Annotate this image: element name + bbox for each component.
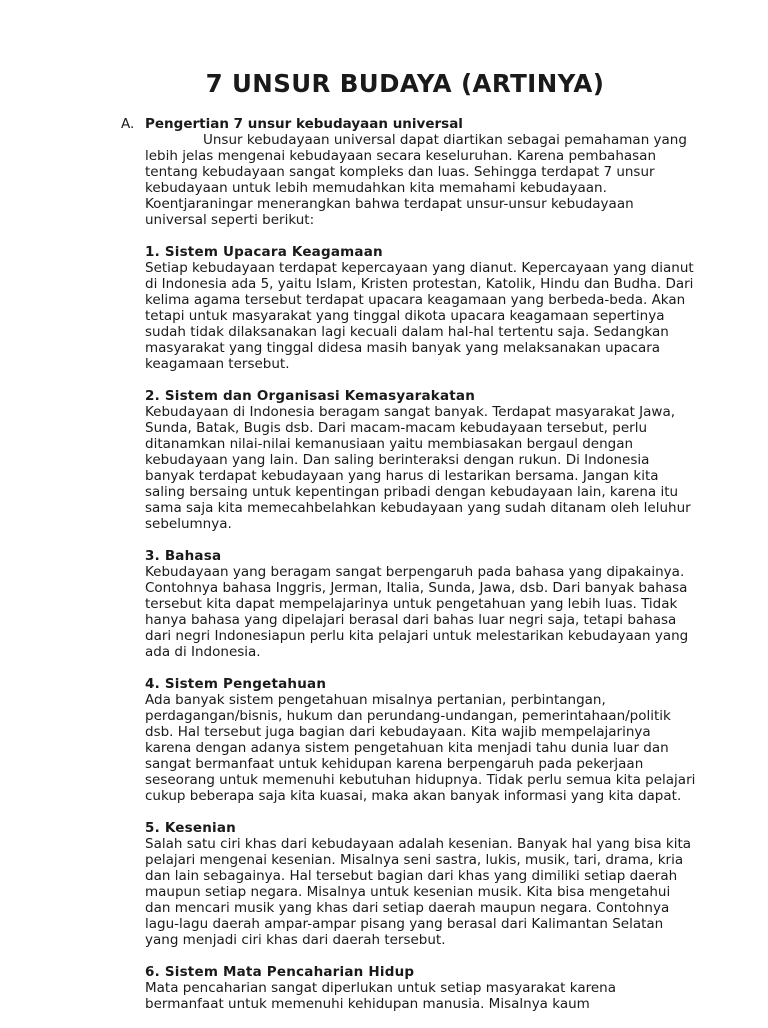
text-line: dsb. Hal tersebut juga bagian dari kebudayaan. Kita wajib mempelajarinya <box>145 724 651 740</box>
section-heading: 1. Sistem Upacara Keagamaan <box>145 244 383 260</box>
text-line: hanya bahasa yang dipelajari berasal dari bahas luar negri saja, tetapi bahasa <box>145 612 677 628</box>
text-line: maupun setiap negara. Misalnya untuk kesenian musik. Kita bisa mengetahui <box>145 884 671 900</box>
text-line: perdagangan/bisnis, hukum dan perundang-undangan, pemerintahaan/politik <box>145 708 671 724</box>
text-line: Kebudayaan di Indonesia beragam sangat banyak. Terdapat masyarakat Jawa, <box>145 404 676 420</box>
text-line: kebudayaan yang lain. Dan saling berinteraksi dengan rukun. Di Indonesia <box>145 452 650 468</box>
intro-paragraph <box>145 132 720 228</box>
section-marker: A. <box>121 116 135 132</box>
section-heading: 2. Sistem dan Organisasi Kemasyarakatan <box>145 388 476 404</box>
text-line: kebudayaan untuk lebih memudahkan kita memahami kebudayaan. <box>145 180 607 196</box>
text-line: keagamaan tersebut. <box>145 356 290 372</box>
section-a-heading: Pengertian 7 unsur kebudayaan universal <box>145 116 463 132</box>
section-heading: 6. Sistem Mata Pencaharian Hidup <box>145 964 415 980</box>
section-block <box>145 388 720 532</box>
text-line: lebih jelas mengenai kebudayaan secara keseluruhan. Karena pembahasan <box>145 148 657 164</box>
text-line: tetapi untuk masyarakat yang tinggal dikota upacara keagamaan sepertinya <box>145 308 665 324</box>
text-line: ditanamkan nilai-nilai kemanusiaan yaitu membiasakan bergaul dengan <box>145 436 634 452</box>
text-line: tentang kebudayaan sangat kompleks dan luas. Sehingga terdapat 7 unsur <box>145 164 655 180</box>
section-heading: 5. Kesenian <box>145 820 236 836</box>
text-line: tersebut kita dapat mempelajarinya untuk pengetahuan yang lebih luas. Tidak <box>145 596 678 612</box>
sections-list <box>145 244 720 1012</box>
text-line: ada di Indonesia. <box>145 644 261 660</box>
text-line: cukup beberapa saja kita kuasai, maka akan banyak informasi yang kita dapat. <box>145 788 682 804</box>
text-line: yang menjadi ciri khas dari daerah tersebut. <box>145 932 446 948</box>
section-block <box>145 244 720 372</box>
section-block <box>145 676 720 804</box>
text-line: Koentjaraningar menerangkan bahwa terdapat unsur-unsur kebudayaan <box>145 196 634 212</box>
text-line: di Indonesia ada 5, yaitu Islam, Kristen protestan, Katolik, Hindu dan Budha. Dari <box>145 276 694 292</box>
text-line: Contohnya bahasa Inggris, Jerman, Italia, Sunda, Jawa, dsb. Dari banyak bahasa <box>145 580 688 596</box>
text-line: seseorang untuk memenuhi kebutuhan hidupnya. Tidak perlu semua kita pelajari <box>145 772 696 788</box>
text-line: masyarakat yang tinggal didesa masih banyak yang melaksanakan upacara <box>145 340 661 356</box>
text-line: Unsur kebudayaan universal dapat diartikan sebagai pemahaman yang <box>203 132 687 148</box>
text-line: karena dengan adanya sistem pengetahuan kita menjadi tahu dunia luar dan <box>145 740 669 756</box>
section-block <box>145 964 720 1012</box>
section-block <box>145 820 720 948</box>
text-line: sangat bermanfaat untuk kehidupan karena berpengaruh pada pekerjaan <box>145 756 644 772</box>
text-line: sama saja kita memecahbelahkan kebudayaan yang sudah ditanam oleh leluhur <box>145 500 691 516</box>
text-line: Setiap kebudayaan terdapat kepercayaan yang dianut. Kepercayaan yang dianut <box>145 260 694 276</box>
text-line: Salah satu ciri khas dari kebudayaan adalah kesenian. Banyak hal yang bisa kita <box>145 836 692 852</box>
section-heading: 3. Bahasa <box>145 548 222 564</box>
text-line: lagu-lagu daerah ampar-ampar pisang yang berasal dari Kalimantan Selatan <box>145 916 664 932</box>
text-line: sebelumnya. <box>145 516 232 532</box>
text-line: Kebudayaan yang beragam sangat berpengaruh pada bahasa yang dipakainya. <box>145 564 685 580</box>
text-line: saling bersaing untuk kepentingan pribadi dengan kebudayaan lain, karena itu <box>145 484 679 500</box>
text-line: dan mencari musik yang khas dari setiap daerah maupun negara. Contohnya <box>145 900 670 916</box>
text-line: universal seperti berikut: <box>145 212 315 228</box>
section-block <box>145 548 720 660</box>
text-line: dan lain sebagainya. Hal tersebut bagian dari khas yang dimiliki setiap daerah <box>145 868 678 884</box>
text-line: Ada banyak sistem pengetahuan misalnya pertanian, perbintangan, <box>145 692 606 708</box>
document-title: 7 UNSUR BUDAYA (ARTINYA) <box>205 69 605 98</box>
section-heading: 4. Sistem Pengetahuan <box>145 676 327 692</box>
text-line: kelima agama tersebut terdapat upacara keagamaan yang berbeda-beda. Akan <box>145 292 686 308</box>
text-line: sudah tidak dilaksanakan lagi kecuali dalam hal-hal tertentu saja. Sedangkan <box>145 324 669 340</box>
text-line: Mata pencaharian sangat diperlukan untuk setiap masyarakat karena <box>145 980 617 996</box>
text-line: pelajari mengenai kesenian. Misalnya seni sastra, lukis, musik, tari, drama, kria <box>145 852 684 868</box>
text-line: bermanfaat untuk memenuhi kehidupan manusia. Misalnya kaum <box>145 996 590 1012</box>
document-content <box>145 116 720 1028</box>
text-line: banyak terdapat kebudayaan yang harus di lestarikan bersama. Jangan kita <box>145 468 659 484</box>
text-line: Sunda, Batak, Bugis dsb. Dari macam-macam kebudayaan tersebut, perlu <box>145 420 647 436</box>
text-line: dari negri Indonesiapun perlu kita pelajari untuk melestarikan kebudayaan yang <box>145 628 689 644</box>
